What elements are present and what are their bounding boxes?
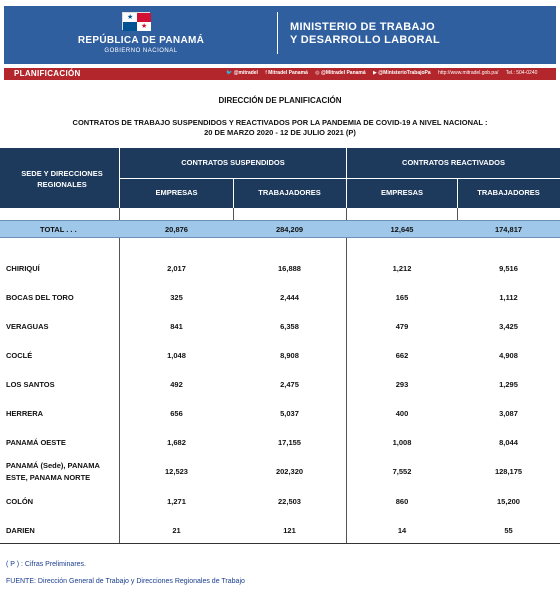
facebook-handle[interactable]: f Mitradel Panamá <box>265 70 308 76</box>
report-period: 20 DE MARZO 2020 - 12 DE JULIO 2021 (P) <box>204 128 356 137</box>
header-divider <box>277 12 278 54</box>
republic-logo-block <box>4 6 278 64</box>
row-susp-companies: 1,682 <box>167 438 186 447</box>
row-react-companies: 1,212 <box>392 264 412 273</box>
direction-title: DIRECCIÓN DE PLANIFICACIÓN <box>218 96 342 105</box>
row-react-workers: 128,175 <box>494 467 523 476</box>
twitter-handle[interactable]: 🐦 @mitradel <box>226 70 258 76</box>
row-react-companies: 400 <box>395 409 409 418</box>
row-react-workers: 55 <box>504 526 513 535</box>
row-susp-workers: 22,503 <box>278 497 301 506</box>
header-susp-workers: TRABAJADORES <box>258 188 321 197</box>
ministry-line-1: MINISTERIO DE TRABAJO <box>290 21 436 33</box>
header-region: SEDE Y DIRECCIONES REGIONALES <box>21 169 103 189</box>
row-react-companies: 293 <box>395 380 409 389</box>
row-react-workers: 1,112 <box>499 293 518 302</box>
phone-number: Tel.: 504-0240 <box>505 70 538 76</box>
row-react-workers: 3,425 <box>499 322 518 331</box>
row-susp-companies: 841 <box>170 322 183 331</box>
row-react-workers: 9,516 <box>499 264 518 273</box>
total-label: TOTAL . . . <box>40 225 77 234</box>
row-react-companies: 7,552 <box>392 467 412 476</box>
header-react-companies: EMPRESAS <box>380 188 424 197</box>
row-region-line-2: ESTE, PANAMA NORTE <box>6 473 91 482</box>
row-region: VERAGUAS <box>6 322 49 331</box>
row-susp-workers: 8,908 <box>280 351 299 360</box>
row-region: CHIRIQUÍ <box>6 264 40 273</box>
row-susp-companies: 492 <box>170 380 183 389</box>
row-react-companies: 860 <box>395 497 409 506</box>
instagram-handle[interactable]: ◎ @Mitradel Panamá <box>315 70 366 76</box>
row-region: COLÓN <box>6 497 34 506</box>
column-separator <box>346 208 347 544</box>
section-bar <box>4 68 556 80</box>
row-susp-companies: 2,017 <box>167 264 186 273</box>
row-susp-companies: 325 <box>170 293 183 302</box>
table-bottom-border <box>0 543 560 544</box>
row-react-companies: 1,008 <box>392 438 412 447</box>
row-susp-companies: 12,523 <box>165 467 188 476</box>
column-separator <box>119 208 120 544</box>
row-react-workers: 8,044 <box>499 438 518 447</box>
row-susp-workers: 2,475 <box>280 380 299 389</box>
row-susp-workers: 121 <box>283 526 296 535</box>
total-react-workers: 174,817 <box>494 225 523 234</box>
row-susp-workers: 6,358 <box>280 322 299 331</box>
row-react-workers: 15,200 <box>497 497 520 506</box>
row-react-workers: 4,908 <box>499 351 518 360</box>
column-separator <box>233 208 234 220</box>
row-susp-workers: 202,320 <box>275 467 304 476</box>
total-susp-workers: 284,209 <box>275 225 304 234</box>
table-header <box>0 148 560 208</box>
total-row <box>0 220 560 238</box>
row-susp-companies: 656 <box>170 409 183 418</box>
header-react-workers: TRABAJADORES <box>477 188 540 197</box>
website-link[interactable]: http://www.mitradel.gob.pa/ <box>438 70 499 76</box>
row-region: COCLÉ <box>6 351 33 360</box>
social-links <box>226 70 543 76</box>
row-region: PANAMÁ (Sede), PANAMA <box>6 461 100 470</box>
header-susp-companies: EMPRESAS <box>155 188 198 197</box>
section-label: PLANIFICACIÓN <box>14 69 81 78</box>
header-reactivated: CONTRATOS REACTIVADOS <box>402 158 505 167</box>
row-react-companies: 14 <box>397 526 407 535</box>
republic-title: REPÚBLICA DE PANAMÁ <box>77 35 205 46</box>
government-subtitle: GOBIERNO NACIONAL <box>104 48 178 54</box>
row-region: LOS SANTOS <box>6 380 55 389</box>
row-susp-companies: 1,048 <box>167 351 186 360</box>
row-susp-workers: 17,155 <box>278 438 301 447</box>
row-susp-companies: 21 <box>172 526 181 535</box>
total-susp-companies: 20,876 <box>165 225 188 234</box>
total-react-companies: 12,645 <box>390 225 414 234</box>
column-separator <box>457 208 458 220</box>
preliminary-note: ( P ) : Cifras Preliminares. <box>6 561 86 568</box>
row-region: HERRERA <box>6 409 44 418</box>
row-react-companies: 479 <box>395 322 409 331</box>
header-suspended: CONTRATOS SUSPENDIDOS <box>181 158 285 167</box>
source-note: FUENTE: Dirección General de Trabajo y Direcciones Regionales de Trabajo <box>6 578 245 585</box>
row-susp-companies: 1,271 <box>167 497 186 506</box>
row-region: PANAMÁ OESTE <box>6 438 66 447</box>
ministry-name <box>290 21 440 47</box>
youtube-handle[interactable]: ▶ @MinisterioTrabajoPa <box>373 70 431 76</box>
row-susp-workers: 16,888 <box>278 264 301 273</box>
row-react-workers: 1,295 <box>499 380 518 389</box>
row-susp-workers: 5,037 <box>280 409 299 418</box>
ministry-line-2: Y DESARROLLO LABORAL <box>290 34 441 46</box>
row-region: DARIEN <box>6 526 35 535</box>
panama-flag-icon: ★ ★ <box>122 12 150 30</box>
row-region: BOCAS DEL TORO <box>6 293 74 302</box>
row-react-companies: 165 <box>395 293 409 302</box>
row-react-workers: 3,087 <box>499 409 518 418</box>
report-title: CONTRATOS DE TRABAJO SUSPENDIDOS Y REACTIVADOS POR LA PANDEMIA DE COVID-19 A NIVEL NACIONAL : <box>72 118 488 127</box>
row-susp-workers: 2,444 <box>280 293 299 302</box>
row-react-companies: 662 <box>395 351 409 360</box>
